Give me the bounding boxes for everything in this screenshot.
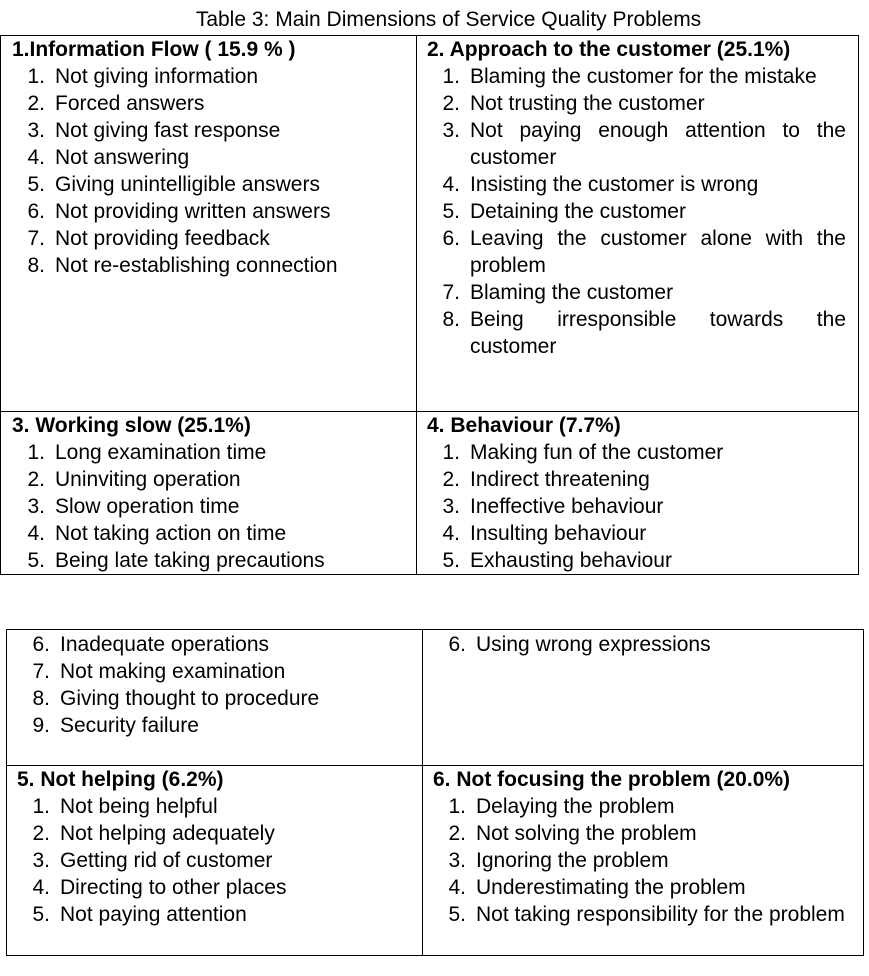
item-number: 1.: [32, 795, 50, 818]
list-item: [12, 252, 406, 279]
list-item: [427, 198, 846, 225]
item-text: Not providing feedback: [55, 227, 270, 250]
category-heading: 4. Behaviour (7.7%): [427, 414, 621, 437]
item-number: 3.: [27, 119, 45, 142]
item-number: 6.: [32, 633, 50, 656]
item-number: 2.: [27, 92, 45, 115]
item-number: 5.: [442, 549, 460, 572]
item-number: 4.: [27, 522, 45, 545]
item-text: Not paying attention: [60, 903, 247, 926]
list-item: [17, 685, 412, 712]
item-number: 5.: [442, 200, 460, 223]
item-number: 6.: [448, 633, 466, 656]
item-number: 5.: [32, 903, 50, 926]
list-item: [17, 631, 412, 658]
item-text: Not trusting the customer: [470, 92, 705, 115]
item-text: Ineffective behaviour: [470, 495, 664, 518]
item-number: 1.: [27, 65, 45, 88]
list-item: [427, 520, 848, 547]
cell-working-slow-continued: [7, 630, 423, 766]
item-text: Not being helpful: [60, 795, 218, 818]
item-number: 1.: [448, 795, 466, 818]
list-item: [433, 847, 852, 874]
item-text: Leaving the customer alone with the problem: [470, 227, 846, 277]
item-number: 4.: [27, 146, 45, 169]
problem-list: [17, 793, 412, 928]
item-text: Not paying enough attention to the customer: [470, 119, 846, 169]
item-text: Not providing written answers: [55, 200, 331, 223]
list-item: [433, 793, 852, 820]
list-item: [433, 631, 853, 658]
table-caption: Table 3: Main Dimensions of Service Quality Problems: [195, 8, 702, 31]
item-text: Giving unintelligible answers: [55, 173, 320, 196]
list-item: [427, 225, 846, 279]
category-heading: 1.Information Flow ( 15.9 % ): [12, 38, 296, 61]
item-number: 5.: [448, 903, 466, 926]
item-text: Not taking action on time: [55, 522, 287, 545]
item-text: Using wrong expressions: [476, 633, 711, 656]
item-text: Uninviting operation: [55, 468, 241, 491]
list-item: [17, 658, 412, 685]
item-text: Slow operation time: [55, 495, 240, 518]
item-number: 3.: [448, 849, 466, 872]
list-item: [427, 63, 846, 90]
list-item: [12, 198, 406, 225]
item-text: Giving thought to procedure: [60, 687, 320, 710]
category-heading: 2. Approach to the customer (25.1%): [427, 38, 791, 61]
list-item: [17, 793, 412, 820]
dimensions-table-part-1: [0, 35, 859, 575]
problem-list: [433, 631, 853, 658]
list-item: [12, 63, 406, 90]
item-number: 4.: [448, 876, 466, 899]
item-text: Detaining the customer: [470, 200, 686, 223]
item-number: 5.: [27, 549, 45, 572]
item-text: Getting rid of customer: [60, 849, 273, 872]
item-number: 6.: [27, 200, 45, 223]
list-item: [17, 874, 412, 901]
item-number: 1.: [442, 441, 460, 464]
cell-approach-to-customer: [417, 36, 859, 412]
list-item: [427, 493, 848, 520]
list-item: [427, 90, 846, 117]
list-item: [12, 171, 406, 198]
cell-behaviour: [417, 412, 859, 575]
category-heading: 5. Not helping (6.2%): [17, 768, 224, 791]
item-text: Being irresponsible towards the customer: [470, 308, 846, 358]
problem-list: [433, 793, 852, 928]
problem-list: [427, 439, 848, 574]
problem-list: [12, 439, 406, 574]
item-text: Indirect threatening: [470, 468, 650, 491]
item-text: Long examination time: [55, 441, 267, 464]
item-number: 3.: [32, 849, 50, 872]
item-text: Not giving fast response: [55, 119, 281, 142]
item-text: Blaming the customer for the mistake: [470, 65, 817, 88]
list-item: [12, 520, 406, 547]
list-item: [12, 547, 406, 574]
list-item: [427, 547, 848, 574]
list-item: [12, 225, 406, 252]
item-text: Inadequate operations: [60, 633, 270, 656]
list-item: [12, 493, 406, 520]
item-text: Exhausting behaviour: [470, 549, 672, 572]
list-item: [17, 820, 412, 847]
list-item: [427, 466, 848, 493]
item-number: 7.: [32, 660, 50, 683]
list-item: [427, 117, 846, 171]
item-number: 2.: [442, 468, 460, 491]
list-item: [427, 439, 848, 466]
list-item: [12, 466, 406, 493]
dimensions-table-part-2: [6, 629, 864, 956]
item-text: Not giving information: [55, 65, 259, 88]
item-text: Blaming the customer: [470, 281, 674, 304]
item-text: Forced answers: [55, 92, 205, 115]
item-number: 2.: [27, 468, 45, 491]
cell-not-helping: [7, 766, 423, 956]
item-number: 3.: [442, 119, 460, 142]
list-item: [12, 90, 406, 117]
category-heading: 6. Not focusing the problem (20.0%): [433, 768, 791, 791]
item-text: Directing to other places: [60, 876, 287, 899]
list-item: [433, 874, 852, 901]
item-text: Insulting behaviour: [470, 522, 647, 545]
item-number: 2.: [448, 822, 466, 845]
item-text: Insisting the customer is wrong: [470, 173, 759, 196]
item-number: 2.: [32, 822, 50, 845]
item-number: 4.: [442, 522, 460, 545]
item-number: 3.: [27, 495, 45, 518]
list-item: [12, 439, 406, 466]
item-text: Not answering: [55, 146, 190, 169]
list-item: [12, 117, 406, 144]
item-number: 8.: [442, 308, 460, 331]
cell-behaviour-continued: [423, 630, 864, 766]
item-text: Making fun of the customer: [470, 441, 724, 464]
problem-list: [12, 63, 406, 279]
list-item: [427, 279, 846, 306]
item-number: 7.: [442, 281, 460, 304]
list-item: [17, 847, 412, 874]
item-number: 7.: [27, 227, 45, 250]
item-text: Not solving the problem: [476, 822, 697, 845]
item-text: Not helping adequately: [60, 822, 275, 845]
item-text: Delaying the problem: [476, 795, 675, 818]
item-number: 8.: [27, 254, 45, 277]
problem-list: [17, 631, 412, 739]
item-number: 9.: [32, 714, 50, 737]
list-item: [12, 144, 406, 171]
cell-not-focusing-problem: [423, 766, 864, 956]
item-text: Not taking responsibility for the problem: [476, 903, 845, 926]
item-number: 4.: [442, 173, 460, 196]
list-item: [17, 901, 412, 928]
list-item: [433, 901, 852, 928]
item-text: Underestimating the problem: [476, 876, 746, 899]
item-number: 1.: [27, 441, 45, 464]
item-number: 6.: [442, 227, 460, 250]
item-text: Not re-establishing connection: [55, 254, 338, 277]
item-number: 8.: [32, 687, 50, 710]
item-number: 1.: [442, 65, 460, 88]
list-item: [427, 306, 846, 360]
list-item: [17, 712, 412, 739]
item-text: Being late taking precautions: [55, 549, 325, 572]
item-number: 2.: [442, 92, 460, 115]
item-number: 3.: [442, 495, 460, 518]
cell-working-slow: [1, 412, 417, 575]
item-number: 5.: [27, 173, 45, 196]
item-text: Ignoring the problem: [476, 849, 669, 872]
item-number: 4.: [32, 876, 50, 899]
item-text: Not making examination: [60, 660, 286, 683]
item-text: Security failure: [60, 714, 199, 737]
category-heading: 3. Working slow (25.1%): [12, 414, 251, 437]
cell-information-flow: [1, 36, 417, 412]
list-item: [433, 820, 852, 847]
list-item: [427, 171, 846, 198]
problem-list: [427, 63, 846, 360]
